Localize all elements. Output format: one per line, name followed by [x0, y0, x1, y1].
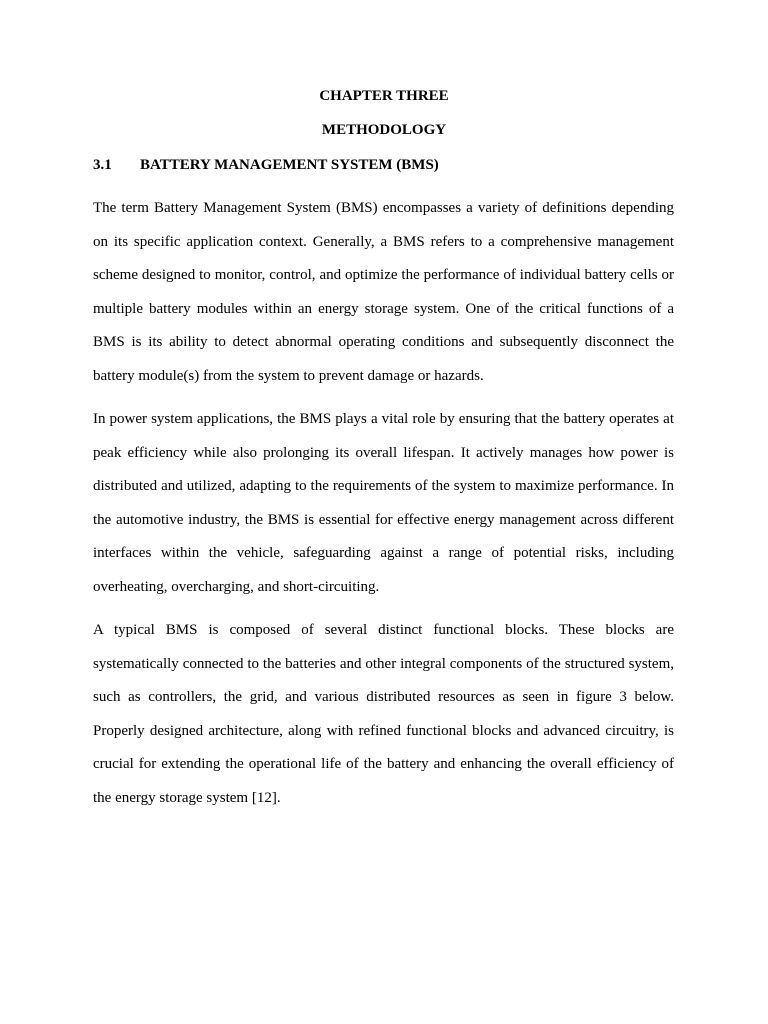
- body-paragraph-2: In power system applications, the BMS plays a vital role by ensuring that the battery operates at peak efficiency while also prolonging its overall lifespan. It actively manages how power is distributed and utilized, adapting to the requirements of the system to maximize performance. In the automotive industry, the BMS is essential for effective energy management across different interfaces within the vehicle, safeguarding against a range of potential risks, including overheating, overcharging, and short-circuiting.: [93, 411, 674, 595]
- chapter-label: CHAPTER THREE: [319, 88, 449, 104]
- section-title: BATTERY MANAGEMENT SYSTEM (BMS): [140, 157, 439, 173]
- chapter-title: METHODOLOGY: [321, 122, 447, 138]
- section-heading: [93, 155, 439, 175]
- body-paragraph-1: The term Battery Management System (BMS) encompasses a variety of definitions depending on its specific application context. Generally, a BMS refers to a comprehensive management scheme designed to monitor, control, and optimize the performance of individual battery cells or multiple battery modules within an energy storage system. One of the critical functions of a BMS is its ability to detect abnormal operating conditions and subsequently disconnect the battery module(s) from the system to prevent damage or hazards.: [93, 200, 674, 384]
- section-number: 3.1: [93, 157, 112, 173]
- body-paragraph-3: A typical BMS is composed of several distinct functional blocks. These blocks are systematically connected to the batteries and other integral components of the structured system, such as controllers, the grid, and various distributed resources as seen in figure 3 below. Properly designed architecture, along with refined functional blocks and advanced circuitry, is crucial for extending the operational life of the battery and enhancing the overall efficiency of the energy storage system [12].: [93, 622, 674, 806]
